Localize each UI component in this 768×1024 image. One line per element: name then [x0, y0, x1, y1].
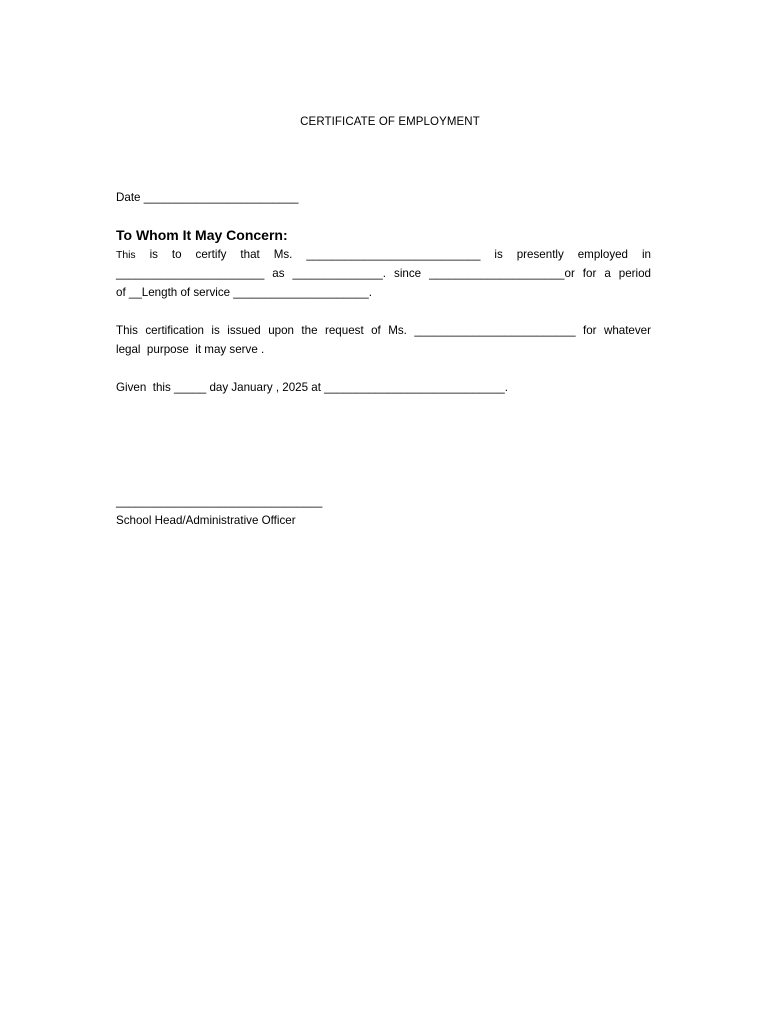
paragraph-2-line-1: This certification is issued upon the request of Ms. _________________________ for whatever	[116, 324, 651, 337]
paragraph-2-line-2: legal purpose it may serve .	[116, 343, 265, 356]
signatory-title: School Head/Administrative Officer	[116, 514, 296, 527]
document-title: CERTIFICATE OF EMPLOYMENT	[300, 116, 480, 128]
paragraph-1-first-word: This	[116, 250, 136, 261]
paragraph-1-line-2: _______________________ as ______________. since _____________________or for a period	[116, 267, 651, 280]
paragraph-1-line-1-text: is to certify that Ms. ___________________________ is presently employed in	[135, 248, 651, 261]
date-line: Date ________________________	[116, 191, 299, 204]
salutation: To Whom It May Concern:	[116, 227, 288, 243]
paragraph-1-line-1	[116, 248, 651, 261]
given-line: Given this _____ day January , 2025 at ____________________________.	[116, 381, 508, 394]
paragraph-1-line-3: of __Length of service _____________________.	[116, 286, 372, 299]
signature-line: ________________________________	[116, 495, 323, 508]
